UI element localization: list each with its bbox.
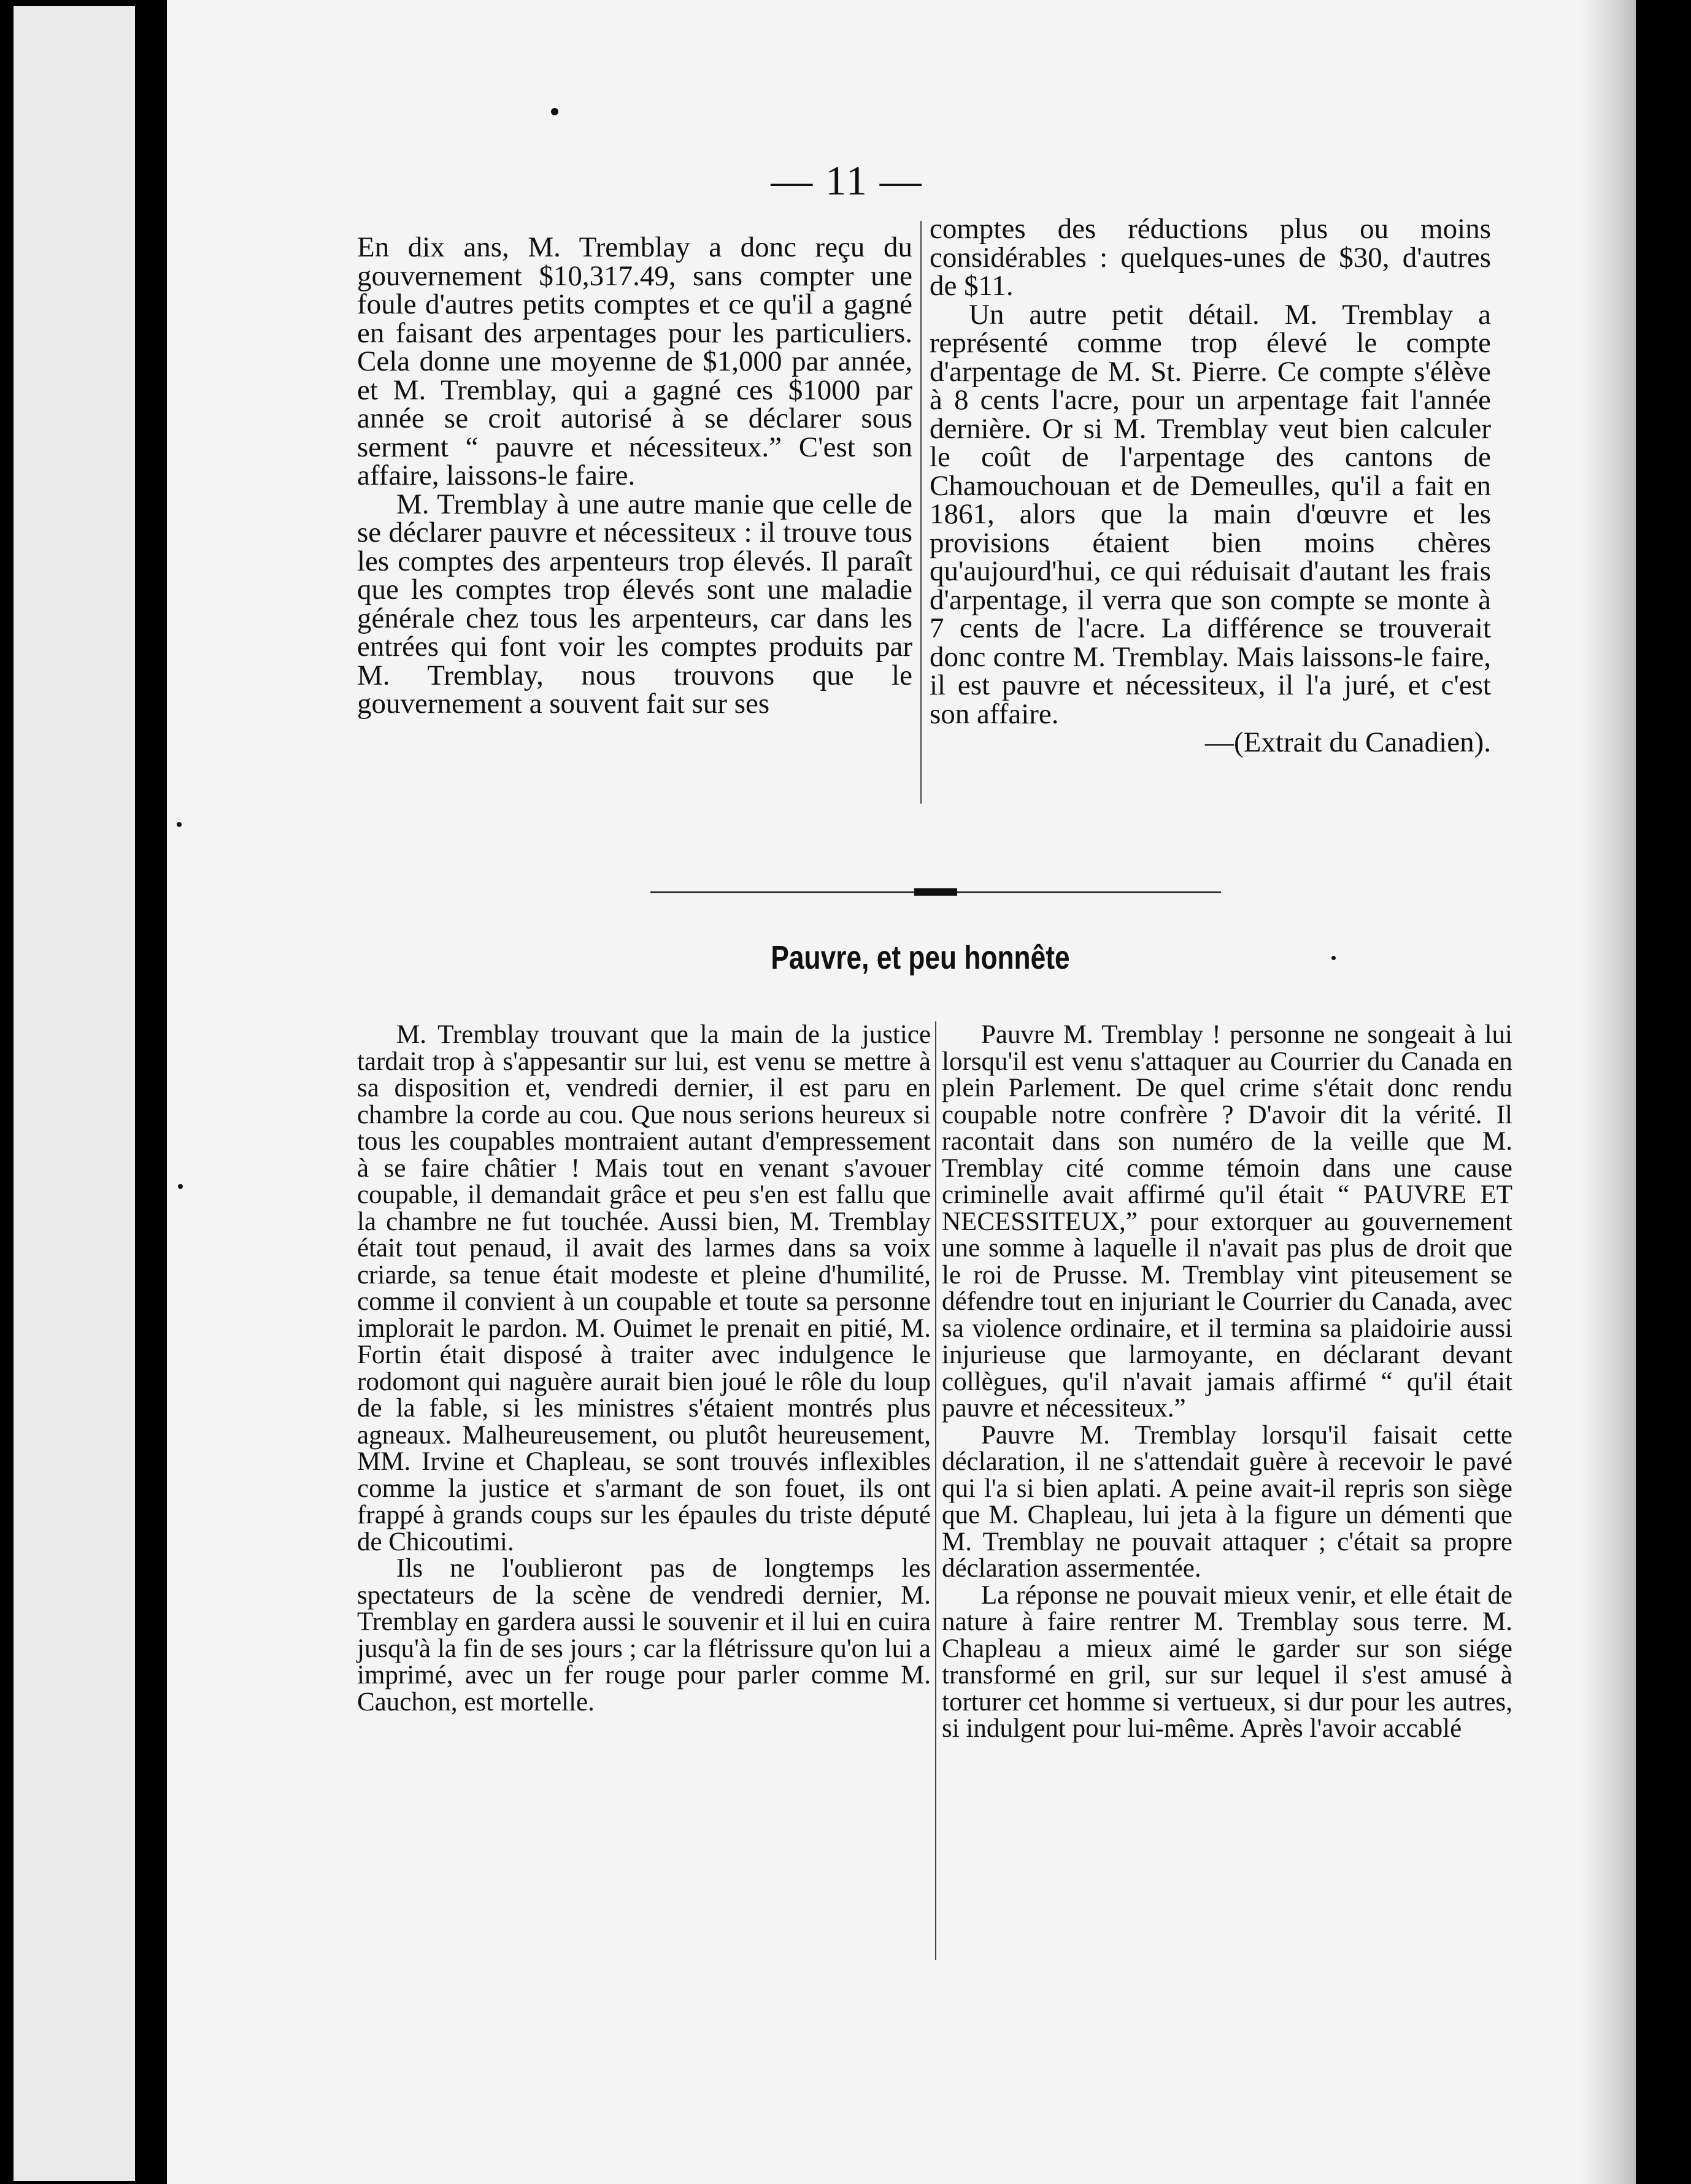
paragraph: La réponse ne pouvait mieux venir, et elle était de nature à faire rentrer M. Tremblay sous terre. M. Chapleau a mieux aimé le garder sur son siége transformé en gril, sur sur lequel il s'est amusé à torturer cet homme si vertueux, si dur pour les autres, si indulgent pour lui-même. Après l'avoir accablé bbox=[942, 1580, 1512, 1743]
paragraph: comptes des réductions plus ou moins considérables : quelques-unes de $30, d'autres de $11. bbox=[930, 213, 1491, 302]
paragraph: M. Tremblay à une autre manie que celle de se déclarer pauvre et nécessiteux : il trouve tous les comptes des arpenteurs trop élevés. Il paraît que les comptes trop élevés sont une maladie générale chez tous les arpenteurs, car dans les entrées qui font voir les comptes produits par M. Tremblay, nous trouvons que le gouvernement a souvent fait sur ses bbox=[357, 488, 912, 720]
ink-speck bbox=[551, 108, 558, 115]
ink-speck bbox=[178, 1184, 183, 1189]
article-top-right-column bbox=[930, 215, 1491, 757]
page-edge-shadow bbox=[1581, 0, 1636, 2184]
paragraph: M. Tremblay trouvant que la main de la justice tardait trop à s'appesantir sur lui, est venu se mettre à sa disposition et, vendredi dernier, il est paru en chambre la corde au cou. Que nous serions heureux si tous les coupables montraient autant d'empressement à se faire châtier ! Mais tout en venant s'avouer coupable, il demandait grâce et peu s'en est fallu que la chambre ne fut touchée. Aussi bien, M. Tremblay était tout penaud, il avait des larmes dans sa voix criarde, sa tenue était modeste et pleine d'humilité, comme il convient à un coupable et toute sa personne implorait le pardon. M. Ouimet le prenait en pitié, M. Fortin était disposé à traiter avec indulgence le rodomont qui naguère aurait bien joué le rôle du loup de la fable, si les ministres s'étaient montrés plus agneaux. Malheureusement, ou plutôt heureusement, MM. Irvine et Chapleau, se sont trouvés inflexibles comme la justice et s'armant de son fouet, ils ont frappé à grands coups sur les épaules du triste député de Chicoutimi. bbox=[357, 1020, 931, 1556]
paragraph: Un autre petit détail. M. Tremblay a représenté comme trop élevé le compte d'arpentage de M. St. Pierre. Ce compte s'élève à 8 cents l'acre, pour un arpentage fait l'année dernière. Or si M. Tremblay veut bien calculer le coût de l'arpentage des cantons de Chamouchouan et de Demeulles, qu'il a fait en 1861, alors que la main d'œuvre et les provisions étaient bien moins chères qu'aujourd'hui, ce qui réduisait d'autant les frais d'arpentage, il verra que son compte se monte à 7 cents de l'acre. La différence se trouverait donc contre M. Tremblay. Mais laissons-le faire, il est pauvre et nécessiteux, il l'a juré, et c'est son affaire. bbox=[930, 298, 1491, 730]
paragraph: En dix ans, M. Tremblay a donc reçu du gouvernement $10,317.49, sans compter une foule d'autres petits comptes et ce qu'il a gagné en faisant des arpentages pour les particuliers. Cela donne une moyenne de $1,000 par année, et M. Tremblay, qui a gagné ces $1000 par année se croit autorisé à se déclarer sous serment “ pauvre et nécessiteux.” C'est son affaire, laissons-le faire. bbox=[357, 231, 912, 491]
ink-speck bbox=[1331, 956, 1336, 960]
facing-page-sliver bbox=[13, 6, 135, 2181]
article-top-left-column bbox=[357, 233, 912, 718]
source-citation: —(Extrait du Canadien). bbox=[1205, 726, 1491, 758]
page-number: — 11 — bbox=[771, 157, 923, 204]
article-bottom-left-column bbox=[357, 1021, 931, 1715]
divider-ornament bbox=[914, 888, 957, 896]
article-bottom-right-column bbox=[942, 1021, 1512, 1742]
section-heading: Pauvre, et peu honnête bbox=[771, 939, 1070, 976]
paragraph: Pauvre M. Tremblay lorsqu'il faisait cette déclaration, il ne s'attendait guère à recevoir le pavé qui l'a si bien aplati. A peine avait-il repris son siège que M. Chapleau, lui jeta à la figure un démenti que M. Tremblay ne pouvait attaquer ; c'était sa propre déclaration assermentée. bbox=[942, 1420, 1512, 1583]
column-rule bbox=[920, 221, 922, 804]
paragraph: Ils ne l'oublieront pas de longtemps les spectateurs de la scène de vendredi dernier, M. Tremblay en gardera aussi le souvenir et il lui en cuira jusqu'à la fin de ses jours ; car la flétrissure qu'on lui a imprimé, avec un fer rouge pour parler comme M. Cauchon, est mortelle. bbox=[357, 1554, 931, 1717]
facing-page-edge bbox=[0, 0, 147, 2184]
section-divider bbox=[650, 883, 1221, 902]
ink-speck bbox=[177, 822, 182, 827]
column-rule bbox=[935, 1021, 936, 1960]
paragraph: Pauvre M. Tremblay ! personne ne songeait à lui lorsqu'il est venu s'attaquer au Courrier du Canada en plein Parlement. De quel crime s'était donc rendu coupable notre confrère ? D'avoir dit la vérité. Il racontait dans son numéro de la veille que M. Tremblay cité comme témoin dans une cause criminelle avait affirmé qu'il était “ PAUVRE ET NECESSITEUX,” pour extorquer au gouvernement une somme à laquelle il n'avait pas plus de droit que le roi de Prusse. M. Tremblay vint piteusement se défendre tout en injuriant le Courrier du Canada, avec sa violence ordinaire, et il termina sa plaidoirie aussi injurieuse que larmoyante, en déclarant devant collègues, qu'il n'avait jamais affirmé “ qu'il était pauvre et nécessiteux.” bbox=[942, 1020, 1512, 1423]
